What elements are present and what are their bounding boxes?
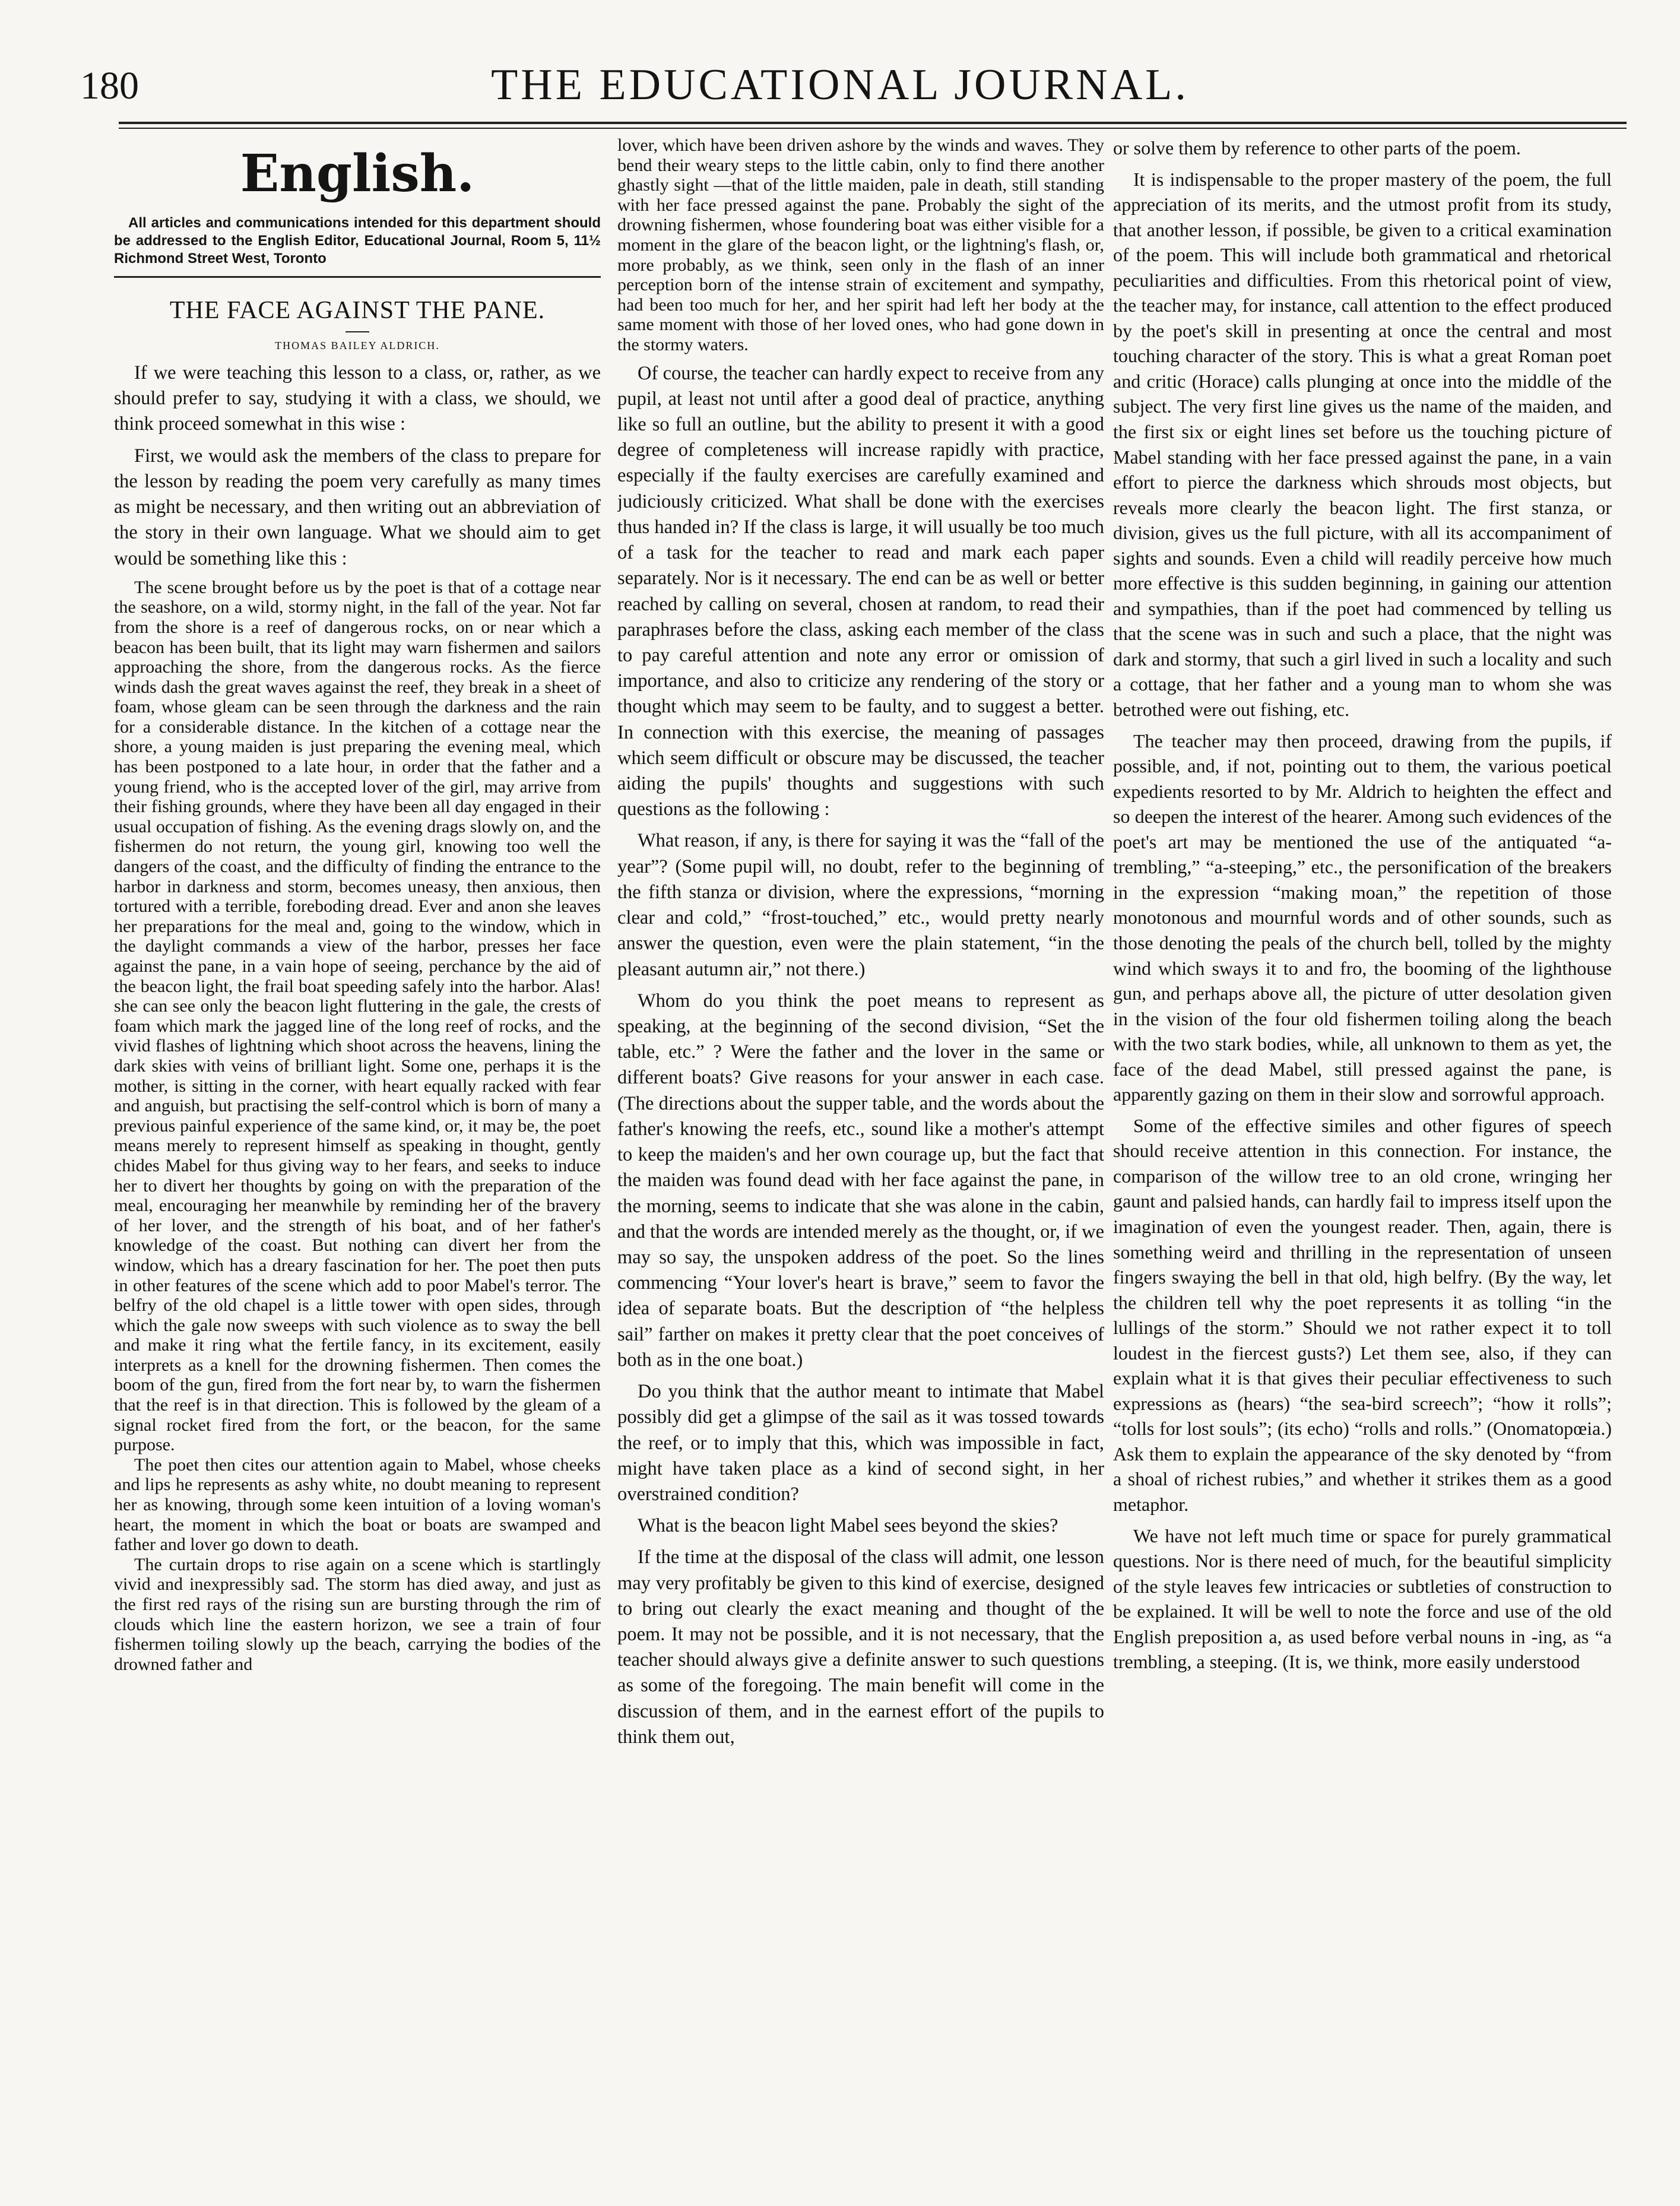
column-3	[1113, 135, 1612, 2183]
paragraph: or solve them by reference to other parts of the poem.	[1113, 137, 1521, 159]
section-divider	[114, 276, 601, 278]
section-notice: All articles and communications intended for this department should be addressed to the English Editor, Educational Journal, Room 5, 11½ Richmond Street West, Toronto	[114, 214, 601, 267]
paragraph: We have not left much time or space for purely grammatical questions. Nor is there need of much, for the beautiful simplicity of the style leaves few intricacies or subtleties of construction to be explained. It will be well to note the force and use of the old English preposition a, as used before verbal nouns in -ing, as “a trembling, a steeping. (It is, we think, more easily understood	[1113, 1524, 1612, 1673]
paragraph: If the time at the disposal of the class will admit, one lesson may very profitably be given to this kind of exercise, designed to bring out clearly the exact meaning and thought of the poem. It may not be possible, and it is not necessary, that the teacher should always give a definite answer to such questions as some of the foregoing. The main benefit will come in the discussion of them, and in the earnest effort of the pupils to think them out,	[617, 1546, 1104, 1748]
title-dash	[345, 331, 369, 332]
paragraph: Some of the effective similes and other figures of speech should receive attention in this connection. For instance, the comparison of the willow tree to an old crone, wringing her gaunt and palsied hands, can hardly fail to impress itself upon the imagination of even the youngest reader. Then, again, there is something weird and thrilling in the representation of unseen fingers swaying the bell in that old, high belfry. (By the way, let the children tell why the poet represents it as tolling “in the lullings of the storm.” Should we not rather expect it to toll loudest in the fiercest gusts?) Let them see, also, if they can explain what it is that gives their peculiar effectiveness to such expressions as (hears) “the sea-bird screech”; “how it rolls”; “tolls for lost souls”; (its echo) “rolls and rolls.” (Onomatopœia.) Ask them to explain the appearance of the sky denoted by “from a shoal of richest rubies,” and whether it strikes them as a good metaphor.	[1113, 1114, 1612, 1515]
header-rule-thin	[119, 128, 1627, 129]
column-1	[114, 135, 601, 2183]
paragraph: Whom do you think the poet means to represent as speaking, at the beginning of the second division, “Set the table, etc.” ? Were the father and the lover in the same or different boats? Give reasons for your answer in each case. (The directions about the supper table, and the words about the father's knowing the reefs, etc., sound like a mother's attempt to keep the maiden's and her own courage up, but the fact that the maiden was found dead with her face against the pane, in the morning, seems to indicate that she was alone in the cabin, and that the words are intended merely as the thought, or, if we may so say, the unspoken address of the poet. So the lines commencing “Your lover's heart is brave,” seem to favor the idea of separate boats. But the description of “the helpless sail” farther on makes it pretty clear that the poet conceives of both as in the one boat.)	[617, 990, 1104, 1371]
paragraph: The curtain drops to rise again on a scene which is startlingly vivid and inexpressibly sad. The storm has died away, and just as the first red rays of the rising sun are bursting through the rim of clouds which line the eastern horizon, we see a train of four fishermen toiling slowly up the beach, carrying the bodies of the drowned father and	[114, 1554, 601, 1674]
journal-title: THE EDUCATIONAL JOURNAL.	[491, 61, 1189, 109]
page-header	[0, 0, 1680, 137]
paragraph: It is indispensable to the proper mastery of the poem, the full appreciation of its merits, and the utmost profit from its study, that another lesson, if possible, be given to a critical examination of the poem. This will include both grammatical and rhetorical peculiarities and difficulties. From this rhetorical point of view, the teacher may, for instance, call attention to the effect produced by the poet's skill in presenting at once the central and most touching character of the story. This is what a great Roman poet and critic (Horace) calls plunging at once into the middle of the subject. The very first line gives us the name of the maiden, and the first six or eight lines set before us the touching picture of Mabel standing with her face pressed against the pane, in a vain effort to pierce the darkness which shrouds most objects, but reveals more clearly the beacon light. The first stanza, or division, gives us the full picture, with all its accompaniment of sights and sounds. Even a child will readily perceive how much more effective is this sudden beginning, in gaining our attention and sympathies, than if the poet had commenced by telling us that the scene was in such and such a place, that the night was dark and stormy, that such a girl lived in such a locality and such a cottage, that her father and a young man to whom she was betrothed were out fishing, etc.	[1113, 168, 1612, 721]
column-2	[617, 135, 1104, 2183]
paragraph: Of course, the teacher can hardly expect to receive from any pupil, at least not until after a good deal of practice, anything like so full an outline, but the ability to present it with a good degree of completeness will increase rapidly with practice, especially if the faulty exercises are carefully examined and judiciously criticized. What shall be done with the exercises thus handed in? If the class is large, it will usually be too much of a task for the teacher to read and mark each paper separately. Nor is it necessary. The end can be as well or better reached by calling on several, chosen at random, to read their paraphrases before the class, asking each member of the class to pay careful attention and note any error or omission of importance, and also to criticize any rendering of the story or thought which may seem to be faulty, and to suggest a better. In connection with this exercise, the meaning of passages which seem difficult or obscure may be discussed, the teacher aiding the pupils' thoughts and suggestions with such questions as the following :	[617, 362, 1104, 820]
page-number: 180	[80, 64, 139, 107]
paragraph: The teacher may then proceed, drawing from the pupils, if possible, and, if not, pointing out to them, the various poetical expedients resorted to by Mr. Aldrich to heighten the effect and so deepen the interest of the hearer. Among such evidences of the poet's art may be mentioned the use of the antiquated “a-trembling,” “a-steeping,” etc., the personification of the breakers in the expression “making moan,” the repetition of those monotonous and mournful words and of other sounds, such as those denoting the peals of the church bell, tolled by the mighty wind which sways it to and fro, the booming of the lighthouse gun, and perhaps above all, the picture of utter desolation given in the vision of the four old fishermen toiling along the beach with the two stark bodies, while, all unknown to them as yet, the face of the dead Mabel, still pressed against the pane, is apparently gazing on them in their slow and sorrowful approach.	[1113, 730, 1612, 1105]
paragraph: lover, which have been driven ashore by the winds and waves. They bend their weary steps to the little cabin, only to find there another ghastly sight —that of the little maiden, pale in death, still standing with her face pressed against the pane. Probably the sight of the drowning fishermen, whose foundering boat was either visible for a moment in the glare of the beacon light, or the lightning's flash, or, more probably, as we think, seen only in the flash of an inner perception born of the intense strain of excitement and sympathy, had been too much for her, and her spirit had left her body at the same moment with those of her loved ones, who had gone down in the stormy waters.	[617, 135, 1104, 354]
paragraph: Do you think that the author meant to intimate that Mabel possibly did get a glimpse of the sail as it was tossed towards the reef, or to imply that this, which was impossible in fact, might have taken place as a kind of second sight, in her overstrained condition?	[617, 1381, 1104, 1505]
article-author: THOMAS BAILEY ALDRICH.	[275, 339, 440, 351]
paragraph: The scene brought before us by the poet is that of a cottage near the seashore, on a wild, stormy night, in the fall of the year. Not far from the shore is a reef of dangerous rocks, on or near which a beacon has been built, that its light may warn fishermen and sailors approaching the shore, from the dangerous rocks. As the fierce winds dash the great waves against the reef, they break in a sheet of foam, whose gleam can be seen through the darkness and the rain for a considerable distance. In the kitchen of a cottage near the shore, a young maiden is just preparing the evening meal, which has been postponed to a late hour, in order that the father and a young friend, who is the accepted lover of the girl, may arrive from their fishing grounds, where they have been all day engaged in their usual occupation of fishing. As the evening drags slowly on, and the fishermen do not return, the young girl, knowing too well the dangers of the coast, and the difficulty of finding the entrance to the harbor in darkness and storm, becomes uneasy, then anxious, then tortured with a terrible, foreboding dread. Ever and anon she leaves her preparations for the meal and, going to the window, which in the daylight commands a view of the harbor, presses her face against the pane, in a vain hope of seeing, perchance by the aid of the beacon light, the frail boat speeding safely into the harbor. Alas! she can see only the beacon light fluttering in the gale, the crests of foam which mark the jagged line of the long reef of rocks, and the vivid flashes of lightning which shoot across the heavens, lining the dark skies with veins of brilliant light. Some one, perhaps it is the mother, is sitting in the corner, with heart equally racked with fear and anguish, but practising the self-control which is born of many a previous painful experience of the same kind, or, it may be, the poet means merely to represent himself as speaking in thought, gently chides Mabel for thus giving way to her fears, and seeks to induce her to divert her thoughts by going on with the preparation of the meal, encouraging her meanwhile by reminding her of the bravery of her lover, and the strength of his boat, and of her father's knowledge of the coast. But nothing can divert her from the window, which has a dreary fascination for her. The poet then puts in other features of the scene which add to poor Mabel's terror. The belfry of the old chapel is a little tower with open sides, through which the gale now sweeps with such violence as to sway the bell and make it ring what the fertile fancy, in its excitement, easily interprets as a knell for the drowning fishermen. Then comes the boom of the gun, fired from the fort near by, to warn the fishermen that the reef is in that direction. This is followed by the gleam of a signal rocket fired from the fort, or the beacon, for the same purpose.	[114, 577, 601, 1455]
paragraph: What is the beacon light Mabel sees beyond the skies?	[638, 1515, 1058, 1537]
paragraph: The poet then cites our attention again to Mabel, whose cheeks and lips he represents as ashy white, no doubt meaning to represent her as knowing, through some keen intuition of a loving woman's heart, the moment in which the boat or boats are swamped and father and lover go down to death.	[114, 1454, 601, 1555]
header-rule-thick	[119, 122, 1627, 124]
paragraph: What reason, if any, is there for saying it was the “fall of the year”? (Some pupil will, no doubt, refer to the beginning of the fifth stanza or division, where the expressions, “morning clear and cold,” “frost-touched,” etc., would pretty nearly answer the question, even were the plain statement, “in the pleasant autumn air,” not there.)	[617, 830, 1104, 980]
article-title: THE FACE AGAINST THE PANE.	[169, 296, 546, 324]
paragraph: First, we would ask the members of the class to prepare for the lesson by reading the poem very carefully as many times as might be necessary, and then writing out an abbreviation of the story in their own language. What we should aim to get would be something like this :	[114, 445, 601, 569]
paragraph: If we were teaching this lesson to a class, or, rather, as we should prefer to say, studying it with a class, we should, we think proceed somewhat in this wise :	[114, 362, 601, 435]
section-title: English.	[240, 144, 475, 204]
